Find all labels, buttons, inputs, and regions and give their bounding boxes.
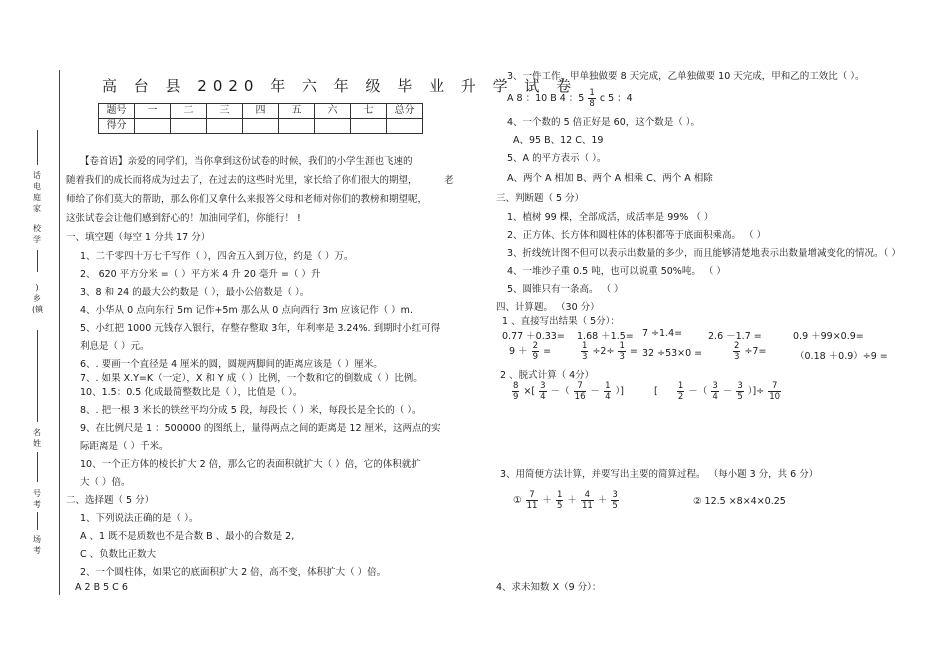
score-input-cell[interactable] bbox=[351, 119, 387, 134]
question-line: 3、折线统计图不但可以表示出数量的多少，而且能够清楚地表示出数量增减变化的情况。（ ） bbox=[507, 248, 901, 259]
question-line: C 、负数比正数大 bbox=[80, 549, 157, 560]
binding-line bbox=[37, 512, 38, 530]
fraction-denominator: 10 bbox=[769, 392, 781, 402]
calc-text: = bbox=[629, 346, 638, 357]
score-input-cell[interactable] bbox=[171, 119, 207, 134]
expr-text: ×[ bbox=[523, 386, 536, 397]
fraction-numerator: 1 bbox=[677, 381, 684, 391]
question-line: 2、 620 平方分米 =（ ）平方米 4 升 20 毫升 =（ ）升 bbox=[80, 269, 321, 280]
section-heading-judge: 三、判断题（ 5 分） bbox=[496, 193, 585, 204]
question-line: A 、1 既不是质数也不是合数 B 、最小的合数是 2, bbox=[80, 531, 295, 542]
question-line: 利息是（ ）元。 bbox=[80, 341, 150, 352]
binding-line bbox=[37, 452, 38, 482]
calc-item: 0.9 ＋99×0.9= bbox=[793, 331, 864, 342]
fraction-denominator: 11 bbox=[526, 501, 538, 511]
calc-item: 0.77 ＋0.33= bbox=[502, 331, 565, 342]
question-options: A、95 B、12 C、19 bbox=[513, 135, 604, 146]
fraction bbox=[768, 381, 781, 402]
fraction-denominator: 8 bbox=[589, 99, 595, 109]
fraction bbox=[588, 88, 595, 109]
score-table bbox=[98, 103, 423, 134]
calc-text: = bbox=[543, 346, 552, 357]
expr-text: [ bbox=[654, 386, 658, 397]
left-rule bbox=[59, 70, 60, 595]
section-heading-fill-blank: 一、填空题（每空 1 分共 17 分） bbox=[66, 232, 211, 243]
calc-item: （0.18 ＋0.9）÷9 = bbox=[795, 351, 888, 362]
expr-text: ＋ bbox=[542, 495, 552, 506]
fraction-denominator: 4 bbox=[540, 392, 546, 402]
calc-item: 1.68 ＋1.5= bbox=[577, 331, 634, 342]
score-cell: 一 bbox=[135, 104, 171, 119]
fraction bbox=[611, 490, 618, 511]
question-line: 8、. 把一根 3 米长的铁丝平均分成 5 段，每段长（ ）米，每段长是全长的（ ）。 bbox=[80, 405, 422, 416]
intro-line: 随着我们的成长而将成为过去了，在过去的这些时光里，家长给了你们很大的期望， bbox=[66, 175, 418, 186]
expr-text: －（ bbox=[688, 386, 708, 397]
fraction-numerator: 4 bbox=[581, 490, 594, 501]
expression bbox=[511, 381, 624, 402]
score-table-score-row bbox=[99, 119, 423, 134]
question-line: 1、下列说法正确的是（ ）。 bbox=[80, 513, 199, 524]
binding-line bbox=[37, 130, 38, 165]
calc-item: 7 ÷1.4= bbox=[642, 328, 683, 339]
fraction-denominator: 9 bbox=[532, 352, 539, 362]
fraction bbox=[574, 381, 587, 402]
fraction bbox=[677, 381, 684, 402]
calc-item: 32 ÷53×0 = bbox=[642, 348, 703, 359]
fraction-numerator: 3 bbox=[612, 490, 618, 500]
expr-text: － bbox=[590, 386, 601, 397]
fraction-denominator: 4 bbox=[712, 392, 718, 402]
question-line: 际距离是（ ）千米。 bbox=[80, 441, 169, 452]
score-cell: 题号 bbox=[99, 104, 135, 119]
subsection-heading: 4、求未知数 X（9 分）： bbox=[496, 582, 602, 593]
fraction bbox=[581, 341, 588, 362]
fraction bbox=[581, 490, 594, 511]
fraction bbox=[733, 341, 740, 362]
fraction-denominator: 3 bbox=[582, 352, 588, 362]
intro-line: 老 bbox=[444, 175, 454, 186]
binding-line bbox=[37, 250, 38, 272]
fraction-numerator: 3 bbox=[737, 381, 743, 391]
fraction-numerator: 7 bbox=[526, 490, 539, 501]
score-input-cell[interactable] bbox=[279, 119, 315, 134]
score-input-cell[interactable] bbox=[243, 119, 279, 134]
fraction-denominator: 3 bbox=[619, 352, 625, 362]
fraction bbox=[604, 381, 611, 402]
question-line: 5、A 的平方表示（ ）。 bbox=[507, 153, 607, 164]
section-heading-calc: 四、计算题。 （30 分） bbox=[496, 302, 600, 313]
expr-text: －（ bbox=[550, 386, 570, 397]
score-cell: 五 bbox=[279, 104, 315, 119]
fraction-numerator: 1 bbox=[605, 381, 611, 391]
question-line: 1、二千零四十万七千写作（ ），四舍五入到万位，约是（ ）万。 bbox=[80, 251, 354, 262]
exam-title: 高 台 县 2020 年 六 年 级 毕 业 升 学 试 卷 bbox=[102, 77, 578, 95]
fraction bbox=[539, 381, 546, 402]
score-cell: 六 bbox=[315, 104, 351, 119]
fraction-denominator: 2 bbox=[677, 392, 684, 402]
score-input-cell[interactable] bbox=[315, 119, 351, 134]
option-text: A 8 ：10 B 4 ：5 bbox=[507, 93, 585, 104]
score-input-cell[interactable] bbox=[135, 119, 171, 134]
binding-label-name: 名姓 bbox=[33, 428, 41, 448]
fraction-denominator: 5 bbox=[737, 392, 743, 402]
question-line: 10、一个正方体的棱长扩大 2 倍，那么它的表面积就扩大（ ）倍，它的体积就扩 bbox=[80, 459, 421, 470]
fraction-numerator: 1 bbox=[556, 490, 563, 500]
question-line: 3、8 和 24 的最大公约数是（ ），最小公倍数是（ ）。 bbox=[80, 287, 310, 298]
calc-item bbox=[732, 341, 766, 362]
expression bbox=[654, 381, 782, 402]
binding-line bbox=[37, 330, 38, 422]
question-line: 6、. 要画一个直径是 4 厘米的圆，圆规两脚间的距离应该是（ ）厘米。 bbox=[80, 359, 383, 370]
score-cell: 七 bbox=[351, 104, 387, 119]
fraction-denominator: 16 bbox=[574, 392, 586, 402]
score-input-cell[interactable] bbox=[207, 119, 243, 134]
fraction-denominator: 5 bbox=[556, 501, 563, 511]
fraction-denominator: 11 bbox=[581, 501, 593, 511]
expr-text: ① bbox=[513, 495, 522, 506]
question-line: 7、. 如果 X.Y=K（一定），X 和 Y 成（ ）比例，一个数和它的倒数成（ ）比例。 bbox=[80, 373, 423, 384]
question-line: 2、一个圆柱体，如果它的底面积扩大 2 倍，高不变，体积扩大（ ）倍。 bbox=[80, 567, 387, 578]
fraction-numerator: 1 bbox=[619, 341, 625, 351]
fraction-denominator: 4 bbox=[605, 392, 611, 402]
fraction bbox=[736, 381, 743, 402]
score-cell: 总分 bbox=[387, 104, 423, 119]
fraction-numerator: 7 bbox=[768, 381, 781, 392]
section-heading-choice: 二、选择题（ 5 分） bbox=[66, 495, 155, 506]
calc-text: ÷7= bbox=[744, 346, 767, 357]
subsection-heading: 2 、脱式计算（ 4分） bbox=[500, 370, 595, 381]
calc-text: ÷2÷ bbox=[592, 346, 615, 357]
expr-text: ＋ bbox=[567, 495, 577, 506]
fraction-numerator: 2 bbox=[734, 341, 740, 351]
expression: ② 12.5 ×8×4×0.25 bbox=[693, 496, 786, 507]
score-cell: 二 bbox=[171, 104, 207, 119]
fraction bbox=[556, 490, 563, 511]
fraction bbox=[526, 490, 539, 511]
expr-text: ＋ bbox=[597, 495, 608, 506]
fraction-numerator: 3 bbox=[540, 381, 546, 391]
question-line: 5、圆锥只有一条高。 （ ） bbox=[507, 284, 624, 295]
fraction bbox=[532, 341, 539, 362]
question-options: A、两个 A 相加 B、两个 A 相乘 C、两个 A 相除 bbox=[507, 173, 713, 184]
question-line: A 2 B 5 C 6 bbox=[75, 582, 128, 593]
fraction-numerator: 3 bbox=[712, 381, 718, 391]
fraction-numerator: 1 bbox=[589, 88, 595, 98]
question-line: 9、在比例尺是 1 ：500000 的图纸上，量得两点之间的距离是 12 厘米，这两点的实 bbox=[80, 423, 441, 434]
question-line: 2、正方体、长方体和圆柱体的体积都等于底面积乘高。 （ ） bbox=[507, 230, 767, 241]
fraction-denominator: 9 bbox=[513, 392, 519, 402]
subsection-heading: 1 、直接写出结果（ 5分）： bbox=[502, 316, 620, 327]
expr-text: ）] bbox=[615, 386, 624, 397]
fraction bbox=[512, 381, 519, 402]
fraction-denominator: 5 bbox=[612, 501, 618, 511]
score-input-cell[interactable] bbox=[387, 119, 423, 134]
question-options bbox=[507, 88, 633, 109]
binding-label-school: 校学 bbox=[33, 224, 41, 244]
question-line: 1、植树 99 棵，全部成活，成活率是 99% （ ） bbox=[507, 212, 714, 223]
binding-label-room: 场考 bbox=[33, 535, 41, 555]
calc-item: 2.6 －1.7 = bbox=[708, 331, 762, 342]
intro-line: 【卷首语】亲爱的同学们，当你拿到这份试卷的时候，我们的小学生涯也飞速的 bbox=[80, 156, 413, 167]
question-line: 3、一件工作，甲单独做要 8 天完成，乙单独做要 10 天完成，甲和乙的工效比（ ）。 bbox=[507, 71, 865, 82]
binding-label-town: )乡(镇 bbox=[32, 283, 44, 314]
fraction bbox=[711, 381, 718, 402]
fraction-numerator: 7 bbox=[574, 381, 587, 392]
calc-item bbox=[580, 341, 638, 362]
expr-text: － bbox=[722, 386, 733, 397]
fraction-denominator: 3 bbox=[734, 352, 740, 362]
score-cell: 三 bbox=[207, 104, 243, 119]
question-line: 5、小红把 1000 元钱存入银行，存整存整取 3年，年利率是 3.24%. 到期时小红可得 bbox=[80, 323, 441, 334]
score-cell-label: 得分 bbox=[99, 119, 135, 134]
question-line: 10、1.5：0.5 化成最简整数比是（ ），比值是（ ）。 bbox=[80, 387, 303, 398]
question-line: 4、一堆沙子重 0.5 吨，也可以说重 50%吨。 （ ） bbox=[507, 266, 726, 277]
question-line: 4、小华从 0 点向东行 5m 记作+5m 那么从 0 点向西行 3m 应该记作（ ）m. bbox=[80, 305, 413, 316]
question-line: 4、一个数的 5 倍正好是 60，这个数是（ ）。 bbox=[507, 117, 701, 128]
calc-text: 9 ＋ bbox=[509, 346, 528, 357]
score-cell: 四 bbox=[243, 104, 279, 119]
fraction-numerator: 1 bbox=[582, 341, 588, 351]
intro-line: 这张试卷会让他们感到舒心的！加油同学们，你能行！ ! bbox=[66, 213, 301, 224]
calc-item bbox=[509, 341, 551, 362]
intro-line: 师给了你们莫大的帮助，那么你们又拿什么来报答父母和老师对你们的教榜和期望呢， bbox=[66, 194, 428, 205]
subsection-heading: 3、用简便方法计算，并要写出主要的简算过程。 （每小题 3 分，共 6 分） bbox=[500, 469, 819, 480]
score-table-header-row bbox=[99, 104, 423, 119]
fraction-numerator: 2 bbox=[532, 341, 539, 351]
fraction bbox=[618, 341, 625, 362]
expression bbox=[513, 490, 620, 511]
binding-label-phone: 话电庭家 bbox=[33, 171, 41, 213]
option-text: c 5 ：4 bbox=[599, 93, 633, 104]
expr-text: ）]÷ bbox=[747, 386, 765, 397]
question-line: 大（ ）倍。 bbox=[80, 477, 131, 488]
binding-label-number: 号考 bbox=[33, 489, 41, 509]
fraction-numerator: 8 bbox=[513, 381, 519, 391]
